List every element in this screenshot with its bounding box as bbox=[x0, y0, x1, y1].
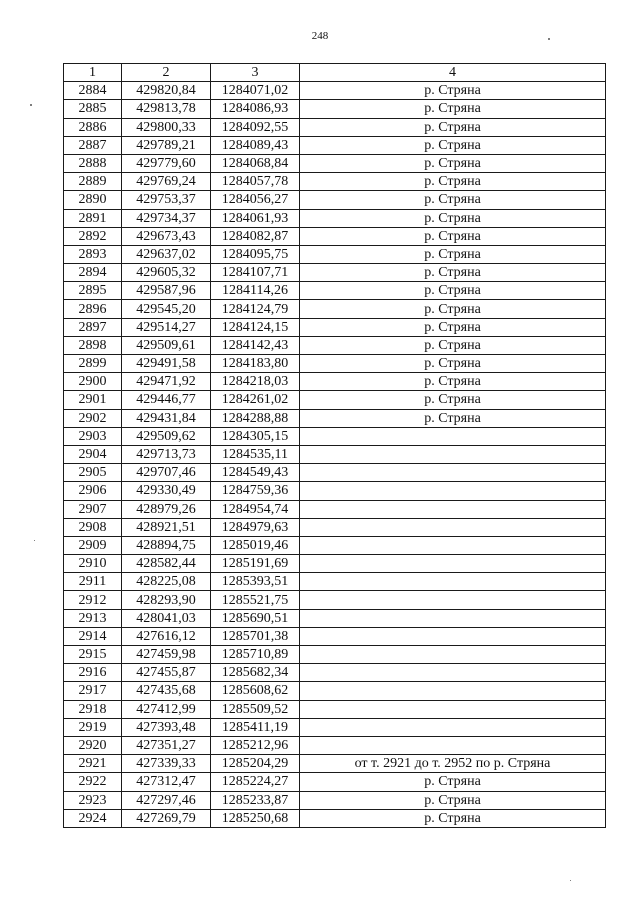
table-row bbox=[64, 264, 606, 282]
table-row bbox=[64, 173, 606, 191]
table-row bbox=[64, 646, 606, 664]
table-row bbox=[64, 700, 606, 718]
y-coordinate-cell: 1284759,36 bbox=[211, 482, 300, 500]
table-row bbox=[64, 100, 606, 118]
point-number-cell: 2918 bbox=[64, 700, 122, 718]
y-coordinate-cell: 1284086,93 bbox=[211, 100, 300, 118]
point-number-cell: 2893 bbox=[64, 245, 122, 263]
x-coordinate-cell: 427459,98 bbox=[122, 646, 211, 664]
description-cell bbox=[300, 536, 606, 554]
table-row bbox=[64, 227, 606, 245]
y-coordinate-cell: 1285250,68 bbox=[211, 809, 300, 827]
y-coordinate-cell: 1285521,75 bbox=[211, 591, 300, 609]
table-row bbox=[64, 809, 606, 827]
description-cell bbox=[300, 700, 606, 718]
point-number-cell: 2910 bbox=[64, 555, 122, 573]
point-number-cell: 2922 bbox=[64, 773, 122, 791]
y-coordinate-cell: 1285212,96 bbox=[211, 736, 300, 754]
description-cell: р. Стряна bbox=[300, 209, 606, 227]
point-number-cell: 2906 bbox=[64, 482, 122, 500]
description-cell bbox=[300, 445, 606, 463]
y-coordinate-cell: 1284114,26 bbox=[211, 282, 300, 300]
y-coordinate-cell: 1285682,34 bbox=[211, 664, 300, 682]
x-coordinate-cell: 429509,61 bbox=[122, 336, 211, 354]
x-coordinate-cell: 429673,43 bbox=[122, 227, 211, 245]
x-coordinate-cell: 427297,46 bbox=[122, 791, 211, 809]
table-row bbox=[64, 736, 606, 754]
description-cell: р. Стряна bbox=[300, 373, 606, 391]
description-cell bbox=[300, 682, 606, 700]
description-cell bbox=[300, 573, 606, 591]
table-row bbox=[64, 191, 606, 209]
y-coordinate-cell: 1285233,87 bbox=[211, 791, 300, 809]
y-coordinate-cell: 1285224,27 bbox=[211, 773, 300, 791]
table-row bbox=[64, 791, 606, 809]
description-cell: р. Стряна bbox=[300, 318, 606, 336]
description-cell: р. Стряна bbox=[300, 355, 606, 373]
x-coordinate-cell: 429514,27 bbox=[122, 318, 211, 336]
y-coordinate-cell: 1284095,75 bbox=[211, 245, 300, 263]
description-cell: р. Стряна bbox=[300, 173, 606, 191]
point-number-cell: 2916 bbox=[64, 664, 122, 682]
y-coordinate-cell: 1284089,43 bbox=[211, 136, 300, 154]
table-row bbox=[64, 718, 606, 736]
y-coordinate-cell: 1284056,27 bbox=[211, 191, 300, 209]
description-cell bbox=[300, 464, 606, 482]
table-row bbox=[64, 336, 606, 354]
point-number-cell: 2899 bbox=[64, 355, 122, 373]
column-header-point-number: 1 bbox=[64, 64, 122, 82]
y-coordinate-cell: 1284068,84 bbox=[211, 154, 300, 172]
table-row bbox=[64, 755, 606, 773]
description-cell: р. Стряна bbox=[300, 300, 606, 318]
x-coordinate-cell: 429707,46 bbox=[122, 464, 211, 482]
x-coordinate-cell: 428979,26 bbox=[122, 500, 211, 518]
point-number-cell: 2902 bbox=[64, 409, 122, 427]
y-coordinate-cell: 1285710,89 bbox=[211, 646, 300, 664]
description-cell: р. Стряна bbox=[300, 391, 606, 409]
y-coordinate-cell: 1284979,63 bbox=[211, 518, 300, 536]
point-number-cell: 2891 bbox=[64, 209, 122, 227]
y-coordinate-cell: 1285701,38 bbox=[211, 627, 300, 645]
x-coordinate-cell: 427393,48 bbox=[122, 718, 211, 736]
description-cell: р. Стряна bbox=[300, 409, 606, 427]
point-number-cell: 2894 bbox=[64, 264, 122, 282]
x-coordinate-cell: 427412,99 bbox=[122, 700, 211, 718]
point-number-cell: 2889 bbox=[64, 173, 122, 191]
x-coordinate-cell: 429491,58 bbox=[122, 355, 211, 373]
x-coordinate-cell: 428582,44 bbox=[122, 555, 211, 573]
table-row bbox=[64, 445, 606, 463]
x-coordinate-cell: 429753,37 bbox=[122, 191, 211, 209]
table-row bbox=[64, 609, 606, 627]
scan-speck bbox=[548, 38, 550, 40]
x-coordinate-cell: 429637,02 bbox=[122, 245, 211, 263]
y-coordinate-cell: 1285191,69 bbox=[211, 555, 300, 573]
x-coordinate-cell: 429446,77 bbox=[122, 391, 211, 409]
point-number-cell: 2908 bbox=[64, 518, 122, 536]
description-cell: р. Стряна bbox=[300, 245, 606, 263]
table-row bbox=[64, 518, 606, 536]
x-coordinate-cell: 427616,12 bbox=[122, 627, 211, 645]
point-number-cell: 2914 bbox=[64, 627, 122, 645]
point-number-cell: 2915 bbox=[64, 646, 122, 664]
x-coordinate-cell: 427455,87 bbox=[122, 664, 211, 682]
description-cell: от т. 2921 до т. 2952 по р. Стряна bbox=[300, 755, 606, 773]
y-coordinate-cell: 1284305,15 bbox=[211, 427, 300, 445]
point-number-cell: 2924 bbox=[64, 809, 122, 827]
description-cell: р. Стряна bbox=[300, 191, 606, 209]
scan-speck bbox=[34, 540, 35, 541]
table-row bbox=[64, 573, 606, 591]
description-cell bbox=[300, 555, 606, 573]
point-number-cell: 2919 bbox=[64, 718, 122, 736]
y-coordinate-cell: 1285690,51 bbox=[211, 609, 300, 627]
x-coordinate-cell: 427312,47 bbox=[122, 773, 211, 791]
scan-speck bbox=[570, 880, 571, 881]
y-coordinate-cell: 1284535,11 bbox=[211, 445, 300, 463]
table-row bbox=[64, 118, 606, 136]
y-coordinate-cell: 1284061,93 bbox=[211, 209, 300, 227]
x-coordinate-cell: 428293,90 bbox=[122, 591, 211, 609]
y-coordinate-cell: 1285393,51 bbox=[211, 573, 300, 591]
y-coordinate-cell: 1284124,79 bbox=[211, 300, 300, 318]
description-cell: р. Стряна bbox=[300, 264, 606, 282]
point-number-cell: 2897 bbox=[64, 318, 122, 336]
x-coordinate-cell: 429605,32 bbox=[122, 264, 211, 282]
page-number: 248 bbox=[311, 30, 329, 42]
point-number-cell: 2904 bbox=[64, 445, 122, 463]
point-number-cell: 2885 bbox=[64, 100, 122, 118]
table-row bbox=[64, 318, 606, 336]
y-coordinate-cell: 1284124,15 bbox=[211, 318, 300, 336]
x-coordinate-cell: 429431,84 bbox=[122, 409, 211, 427]
x-coordinate-cell: 429800,33 bbox=[122, 118, 211, 136]
point-number-cell: 2901 bbox=[64, 391, 122, 409]
column-header-y-coordinate: 3 bbox=[211, 64, 300, 82]
x-coordinate-cell: 427351,27 bbox=[122, 736, 211, 754]
column-header-description: 4 bbox=[300, 64, 606, 82]
x-coordinate-cell: 428894,75 bbox=[122, 536, 211, 554]
table-row bbox=[64, 373, 606, 391]
table-row bbox=[64, 209, 606, 227]
x-coordinate-cell: 429734,37 bbox=[122, 209, 211, 227]
point-number-cell: 2905 bbox=[64, 464, 122, 482]
description-cell: р. Стряна bbox=[300, 136, 606, 154]
table-row bbox=[64, 245, 606, 263]
table-row bbox=[64, 300, 606, 318]
y-coordinate-cell: 1284954,74 bbox=[211, 500, 300, 518]
y-coordinate-cell: 1285019,46 bbox=[211, 536, 300, 554]
point-number-cell: 2898 bbox=[64, 336, 122, 354]
table-row bbox=[64, 355, 606, 373]
x-coordinate-cell: 429587,96 bbox=[122, 282, 211, 300]
point-number-cell: 2896 bbox=[64, 300, 122, 318]
y-coordinate-cell: 1284092,55 bbox=[211, 118, 300, 136]
description-cell: р. Стряна bbox=[300, 118, 606, 136]
y-coordinate-cell: 1285204,29 bbox=[211, 755, 300, 773]
table-row bbox=[64, 500, 606, 518]
x-coordinate-cell: 429820,84 bbox=[122, 82, 211, 100]
point-number-cell: 2886 bbox=[64, 118, 122, 136]
description-cell bbox=[300, 718, 606, 736]
description-cell: р. Стряна bbox=[300, 154, 606, 172]
description-cell: р. Стряна bbox=[300, 82, 606, 100]
table-row bbox=[64, 591, 606, 609]
table-row bbox=[64, 391, 606, 409]
point-number-cell: 2900 bbox=[64, 373, 122, 391]
table-row bbox=[64, 136, 606, 154]
point-number-cell: 2903 bbox=[64, 427, 122, 445]
y-coordinate-cell: 1284261,02 bbox=[211, 391, 300, 409]
point-number-cell: 2921 bbox=[64, 755, 122, 773]
x-coordinate-cell: 427435,68 bbox=[122, 682, 211, 700]
y-coordinate-cell: 1284288,88 bbox=[211, 409, 300, 427]
table-header-row bbox=[64, 64, 606, 82]
x-coordinate-cell: 428041,03 bbox=[122, 609, 211, 627]
point-number-cell: 2917 bbox=[64, 682, 122, 700]
y-coordinate-cell: 1285608,62 bbox=[211, 682, 300, 700]
table-row bbox=[64, 409, 606, 427]
table-row bbox=[64, 664, 606, 682]
point-number-cell: 2890 bbox=[64, 191, 122, 209]
y-coordinate-cell: 1285411,19 bbox=[211, 718, 300, 736]
point-number-cell: 2895 bbox=[64, 282, 122, 300]
table-row bbox=[64, 282, 606, 300]
x-coordinate-cell: 429779,60 bbox=[122, 154, 211, 172]
x-coordinate-cell: 427339,33 bbox=[122, 755, 211, 773]
point-number-cell: 2887 bbox=[64, 136, 122, 154]
point-number-cell: 2909 bbox=[64, 536, 122, 554]
point-number-cell: 2907 bbox=[64, 500, 122, 518]
description-cell bbox=[300, 482, 606, 500]
y-coordinate-cell: 1284057,78 bbox=[211, 173, 300, 191]
x-coordinate-cell: 427269,79 bbox=[122, 809, 211, 827]
x-coordinate-cell: 428921,51 bbox=[122, 518, 211, 536]
column-header-x-coordinate: 2 bbox=[122, 64, 211, 82]
point-number-cell: 2923 bbox=[64, 791, 122, 809]
x-coordinate-cell: 429545,20 bbox=[122, 300, 211, 318]
y-coordinate-cell: 1284082,87 bbox=[211, 227, 300, 245]
description-cell: р. Стряна bbox=[300, 773, 606, 791]
table-body bbox=[64, 82, 606, 828]
y-coordinate-cell: 1284549,43 bbox=[211, 464, 300, 482]
point-number-cell: 2884 bbox=[64, 82, 122, 100]
description-cell bbox=[300, 646, 606, 664]
description-cell bbox=[300, 427, 606, 445]
table-row bbox=[64, 773, 606, 791]
table-row bbox=[64, 536, 606, 554]
point-number-cell: 2913 bbox=[64, 609, 122, 627]
y-coordinate-cell: 1284071,02 bbox=[211, 82, 300, 100]
table-row bbox=[64, 555, 606, 573]
table-row bbox=[64, 464, 606, 482]
x-coordinate-cell: 429713,73 bbox=[122, 445, 211, 463]
description-cell bbox=[300, 518, 606, 536]
description-cell: р. Стряна bbox=[300, 282, 606, 300]
table-row bbox=[64, 427, 606, 445]
description-cell bbox=[300, 664, 606, 682]
description-cell: р. Стряна bbox=[300, 791, 606, 809]
description-cell bbox=[300, 736, 606, 754]
y-coordinate-cell: 1284107,71 bbox=[211, 264, 300, 282]
table-row bbox=[64, 482, 606, 500]
y-coordinate-cell: 1284142,43 bbox=[211, 336, 300, 354]
y-coordinate-cell: 1285509,52 bbox=[211, 700, 300, 718]
x-coordinate-cell: 429330,49 bbox=[122, 482, 211, 500]
y-coordinate-cell: 1284218,03 bbox=[211, 373, 300, 391]
table-row bbox=[64, 627, 606, 645]
description-cell bbox=[300, 500, 606, 518]
coordinates-table bbox=[63, 63, 606, 828]
x-coordinate-cell: 429789,21 bbox=[122, 136, 211, 154]
x-coordinate-cell: 429813,78 bbox=[122, 100, 211, 118]
table-row bbox=[64, 154, 606, 172]
description-cell bbox=[300, 627, 606, 645]
description-cell bbox=[300, 609, 606, 627]
point-number-cell: 2920 bbox=[64, 736, 122, 754]
scan-speck bbox=[30, 104, 32, 106]
table-row bbox=[64, 682, 606, 700]
table-row bbox=[64, 82, 606, 100]
description-cell: р. Стряна bbox=[300, 227, 606, 245]
point-number-cell: 2911 bbox=[64, 573, 122, 591]
description-cell bbox=[300, 591, 606, 609]
point-number-cell: 2912 bbox=[64, 591, 122, 609]
x-coordinate-cell: 428225,08 bbox=[122, 573, 211, 591]
description-cell: р. Стряна bbox=[300, 336, 606, 354]
x-coordinate-cell: 429769,24 bbox=[122, 173, 211, 191]
x-coordinate-cell: 429471,92 bbox=[122, 373, 211, 391]
description-cell: р. Стряна bbox=[300, 100, 606, 118]
point-number-cell: 2888 bbox=[64, 154, 122, 172]
point-number-cell: 2892 bbox=[64, 227, 122, 245]
x-coordinate-cell: 429509,62 bbox=[122, 427, 211, 445]
y-coordinate-cell: 1284183,80 bbox=[211, 355, 300, 373]
description-cell: р. Стряна bbox=[300, 809, 606, 827]
